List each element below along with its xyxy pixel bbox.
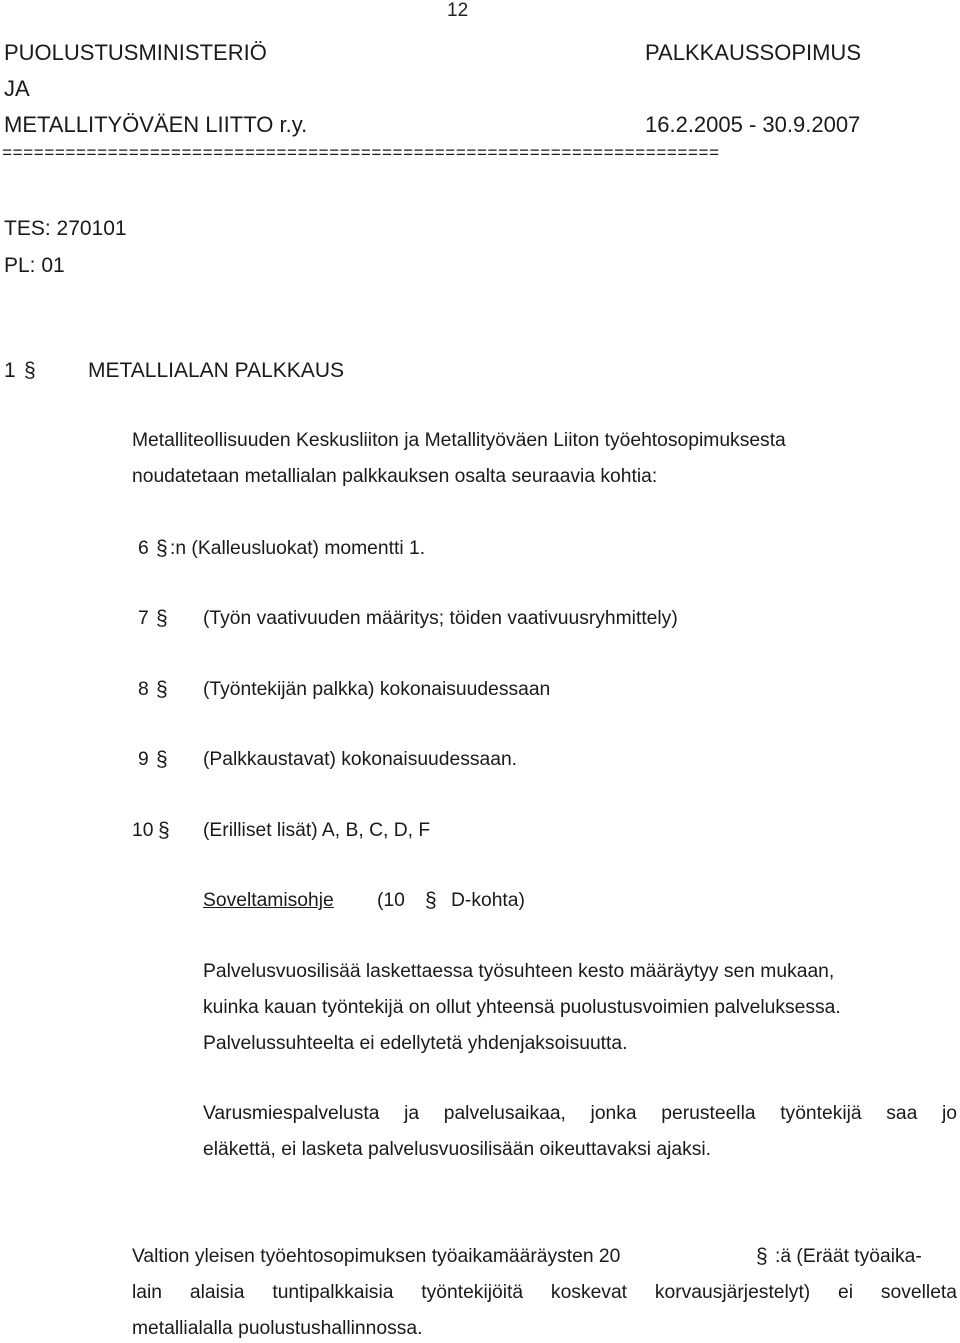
item-section-sign: § — [156, 537, 168, 560]
item-text: (Työntekijän palkka) kokonaisuudessaan — [203, 679, 551, 700]
item-number: 10 — [132, 820, 154, 841]
item-number: 6 — [138, 538, 149, 559]
paragraph-2-line-1: Varusmiespalvelusta ja palvelusaikaa, jonka perusteella työntekijä saa jo — [203, 1103, 957, 1124]
paragraph-1-line-2: kuinka kauan työntekijä on ollut yhteensä puolustusvoimien palveluksessa. — [203, 997, 841, 1018]
guide-section-sign: § — [425, 889, 437, 912]
guide-ref-prefix: (10 — [377, 890, 405, 911]
section-sign: § — [24, 359, 36, 382]
item-section-sign: § — [156, 748, 168, 771]
paragraph-3-line-1a: Valtion yleisen työehtosopimuksen työaikamääräysten 20 — [132, 1246, 621, 1267]
guide-ref-suffix: D-kohta) — [451, 890, 525, 911]
header-left-line3: METALLITYÖVÄEN LIITTO r.y. — [4, 112, 308, 137]
item-section-sign: § — [156, 678, 168, 701]
item-section-sign: § — [156, 607, 168, 630]
item-number: 7 — [138, 608, 149, 629]
paragraph-1-line-1: Palvelusvuosilisää laskettaessa työsuhteen kesto määräytyy sen mukaan, — [203, 961, 835, 982]
paragraph-3-section-sign: § — [756, 1245, 768, 1268]
item-number: 8 — [138, 679, 149, 700]
header-left-line1: PUOLUSTUSMINISTERIÖ — [4, 40, 267, 65]
item-section-sign: § — [158, 819, 170, 842]
section-title: METALLIALAN PALKKAUS — [88, 359, 344, 382]
item-text: (Erilliset lisät) A, B, C, D, F — [203, 820, 431, 841]
intro-line-1: Metalliteollisuuden Keskusliiton ja Metallityöväen Liiton työehtosopimuksesta — [132, 430, 786, 451]
intro-line-2: noudatetaan metallialan palkkauksen osalta seuraavia kohtia: — [132, 466, 658, 487]
paragraph-3-line-2: lain alaisia tuntipalkkaisia työntekijöitä koskevat korvausjärjestelyt) ei sovelleta — [132, 1282, 957, 1303]
header-right-dates: 16.2.2005 - 30.9.2007 — [645, 112, 861, 137]
header-left-line2: JA — [4, 76, 30, 101]
header-right-title: PALKKAUSSOPIMUS — [645, 40, 861, 65]
header-rule: ==================================================================== — [2, 145, 720, 164]
paragraph-3-line-3: metallialalla puolustushallinnossa. — [132, 1318, 423, 1339]
tes-reference: TES: 270101 — [4, 217, 127, 240]
item-number: 9 — [138, 749, 149, 770]
paragraph-3-line-1b: :ä (Eräät työaika- — [775, 1246, 922, 1267]
pl-reference: PL: 01 — [4, 254, 65, 277]
item-text: (Palkkaustavat) kokonaisuudessaan. — [203, 749, 518, 770]
paragraph-1-line-3: Palvelussuhteelta ei edellytetä yhdenjaksoisuutta. — [203, 1033, 628, 1054]
item-text: (Työn vaativuuden määritys; töiden vaativuusryhmittely) — [203, 608, 678, 629]
paragraph-2-line-2: eläkettä, ei lasketa palvelusvuosilisään oikeuttavaksi ajaksi. — [203, 1139, 712, 1160]
page-number: 12 — [447, 0, 469, 21]
section-number: 1 — [4, 359, 16, 382]
item-text: :n (Kalleusluokat) momentti 1. — [170, 538, 426, 559]
guide-label: Soveltamisohje — [203, 890, 334, 911]
